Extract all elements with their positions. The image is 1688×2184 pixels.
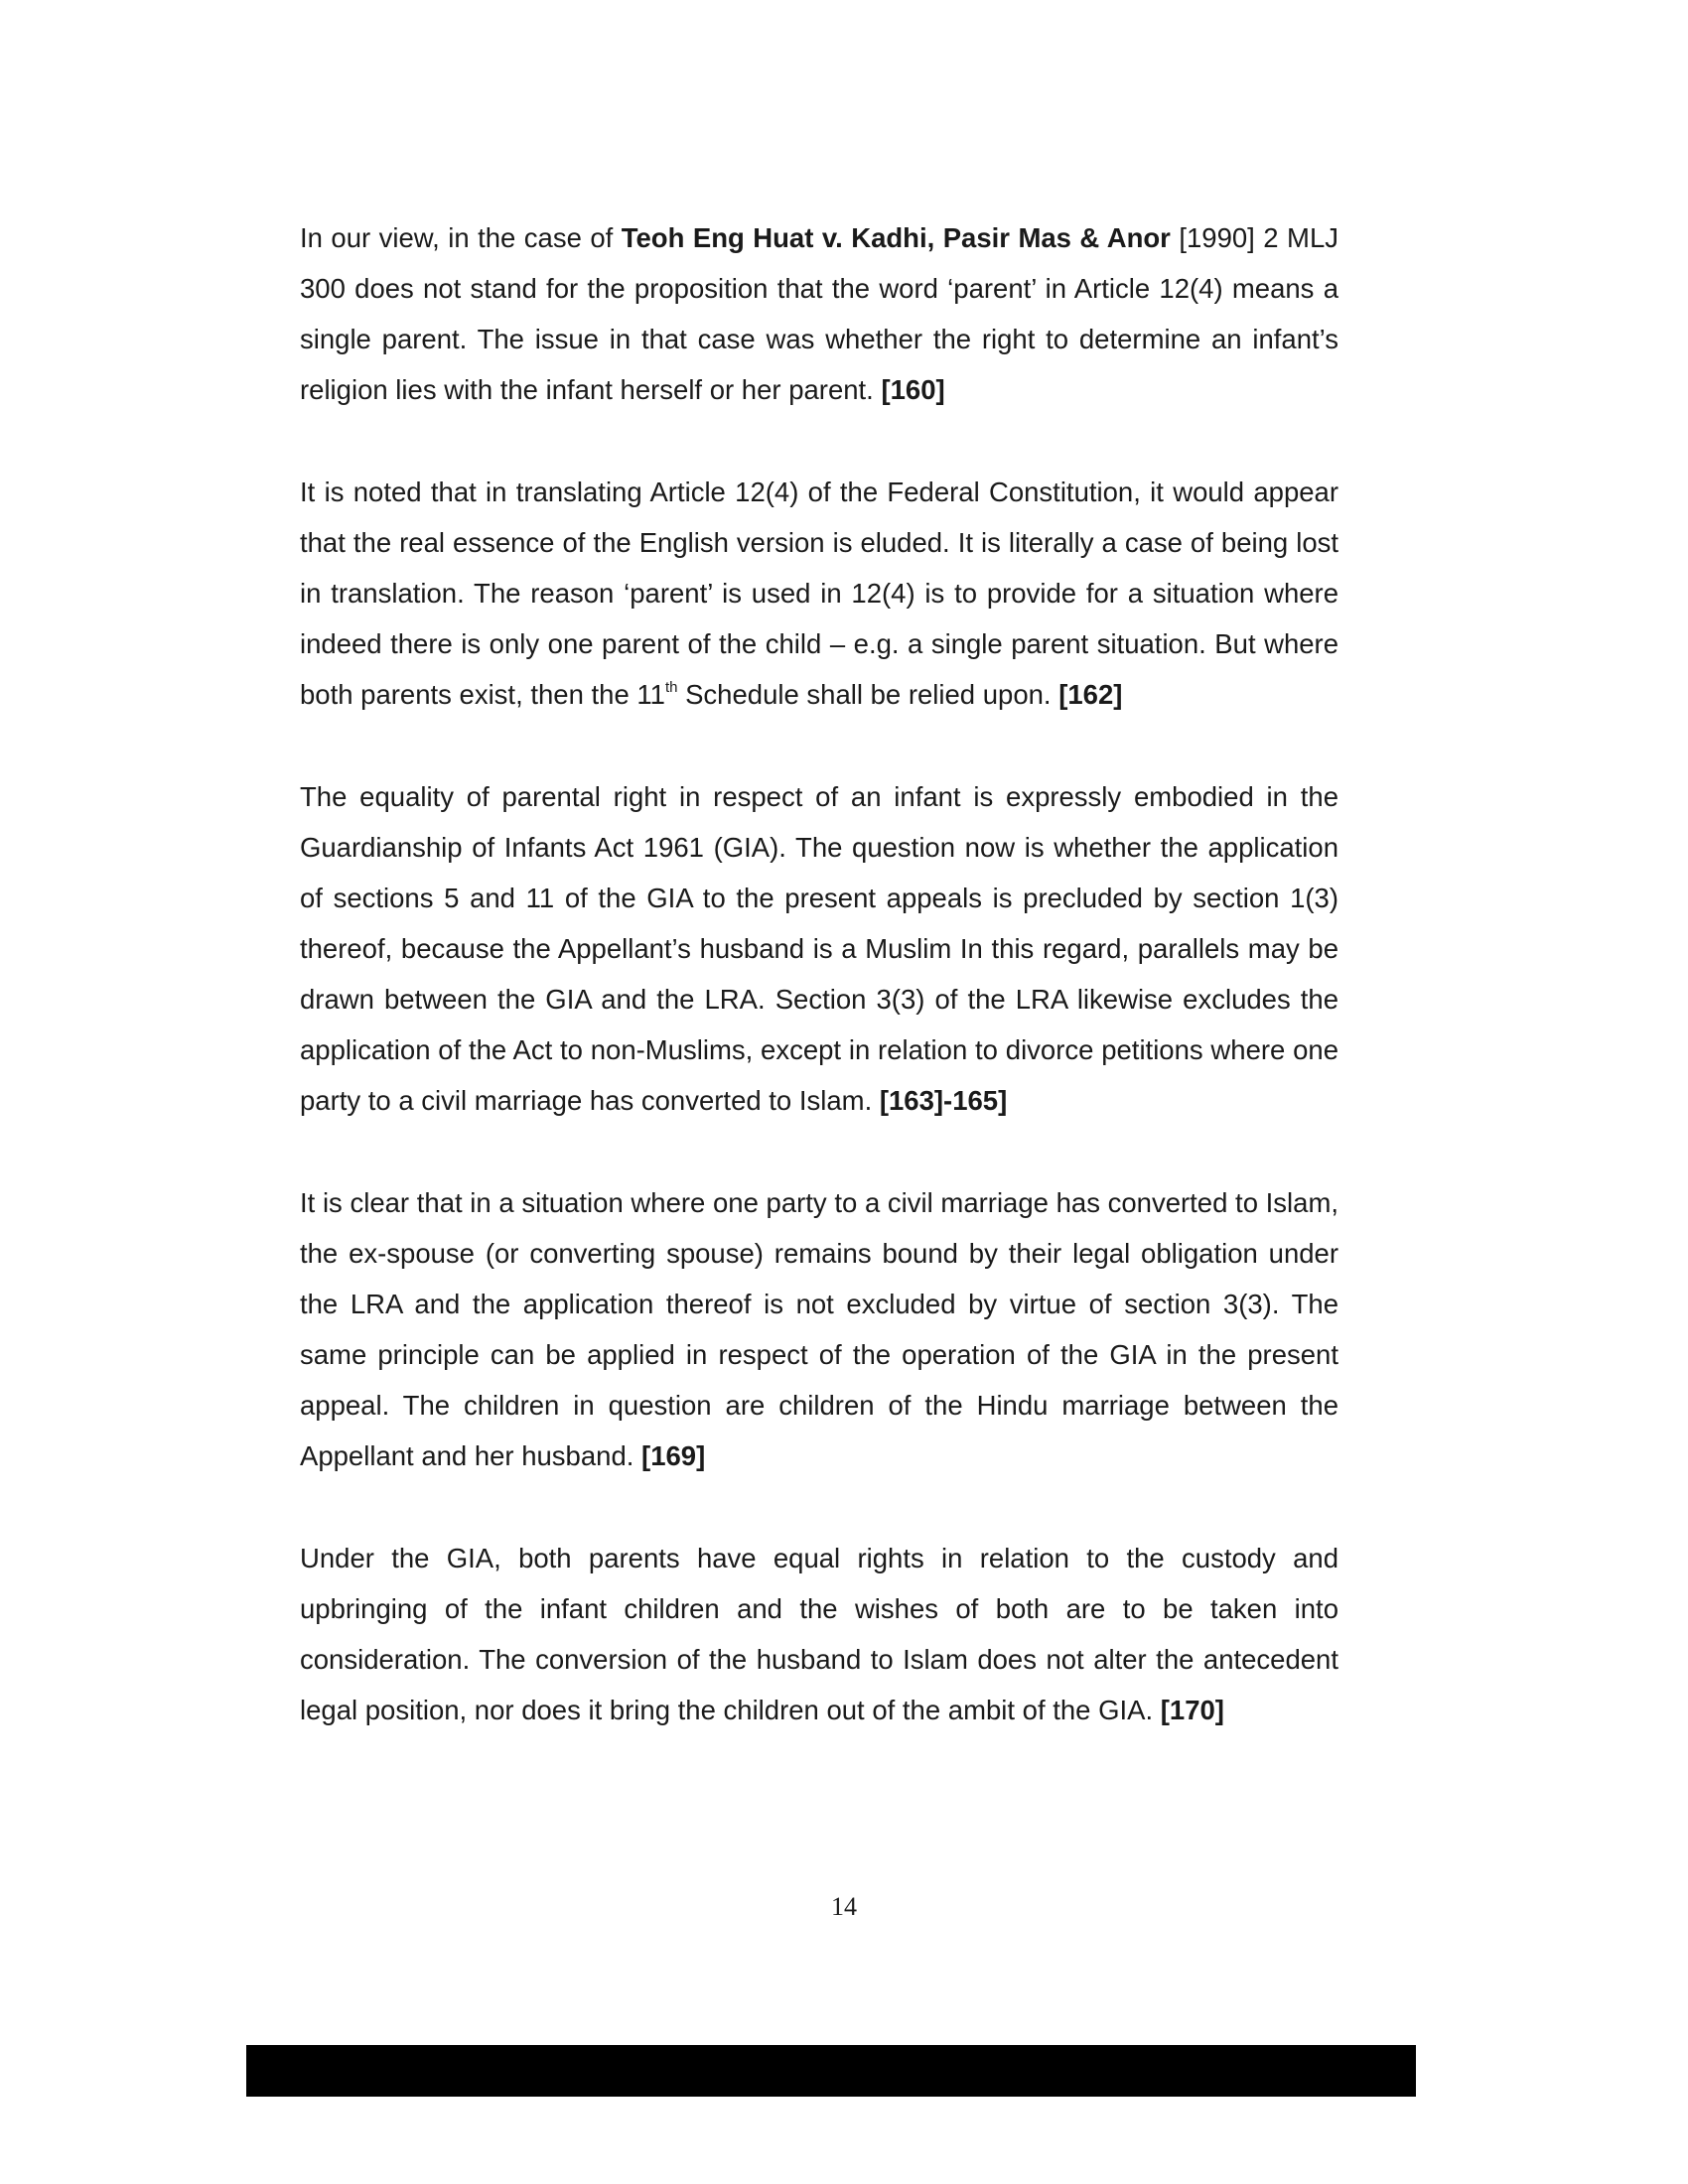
ordinal-suffix: th [664,678,678,696]
paragraph-text: The equality of parental right in respect of an infant is expressly embodied in the Guardianship of Infants Act 1961 (GIA). The question now is whether the application of sections 5 and 11 of the GIA to the present appeals is precluded by section 1(3) thereof, because the Appellant’s husband is a Muslim In this regard, parallels may be drawn between the GIA and the LRA. Section 3(3) of the LRA likewise excludes the application of the Act to non-Muslims, except in relation to divorce petitions where one party to a civil marriage has converted to Islam. [300,781,1338,1116]
paragraph-reference: [160] [881,374,945,405]
paragraph-text: In our view, in the case of [300,222,622,253]
paragraph-teoh-eng-huat [300,212,1338,415]
paragraph-reference: [169] [641,1440,706,1471]
paragraph-text: It is noted that in translating Article 12(4) of the Federal Constitution, it would appear that the real essence of the English version is eluded. It is literally a case of being lost in translation. The reason ‘parent’ is used in 12(4) is to provide for a situation where indeed there is only one parent of the child – e.g. a single parent situation. But where both parents exist, then the 11 [300,477,1338,710]
paragraph-text: Under the GIA, both parents have equal rights in relation to the custody and upbringing of the infant children and the wishes of both are to be taken into consideration. The conversion of the husband to Islam does not alter the antecedent legal position, nor does it bring the children out of the ambit of the GIA. [300,1543,1338,1725]
paragraph-reference: [162] [1058,679,1123,710]
document-body [300,212,1338,1787]
paragraph-civil-marriage [300,1177,1338,1481]
case-name: Teoh Eng Huat v. Kadhi, Pasir Mas & Anor [621,222,1171,253]
paragraph-text: [1990] 2 MLJ 300 does not stand for the proposition that the word ‘parent’ in Article 12(4) means a single parent. The issue in that case was whether the right to determine an infant’s religion lies with the infant herself or her parent. [300,222,1338,405]
black-bar [246,2045,1416,2097]
page-number: 14 [831,1892,857,1921]
paragraph-reference: [163]-165] [879,1085,1008,1116]
paragraph-reference: [170] [1160,1695,1224,1725]
paragraph-guardianship-act [300,771,1338,1126]
paragraph-text: Schedule shall be relied upon. [677,679,1059,710]
paragraph-article-12-4 [300,467,1338,720]
paragraph-equal-rights [300,1533,1338,1735]
paragraph-text: It is clear that in a situation where one party to a civil marriage has converted to Islam, the ex-spouse (or converting spouse) remains bound by their legal obligation under the LRA and the application thereof is not excluded by virtue of section 3(3). The same principle can be applied in respect of the operation of the GIA in the present appeal. The children in question are children of the Hindu marriage between the Appellant and her husband. [300,1187,1338,1471]
